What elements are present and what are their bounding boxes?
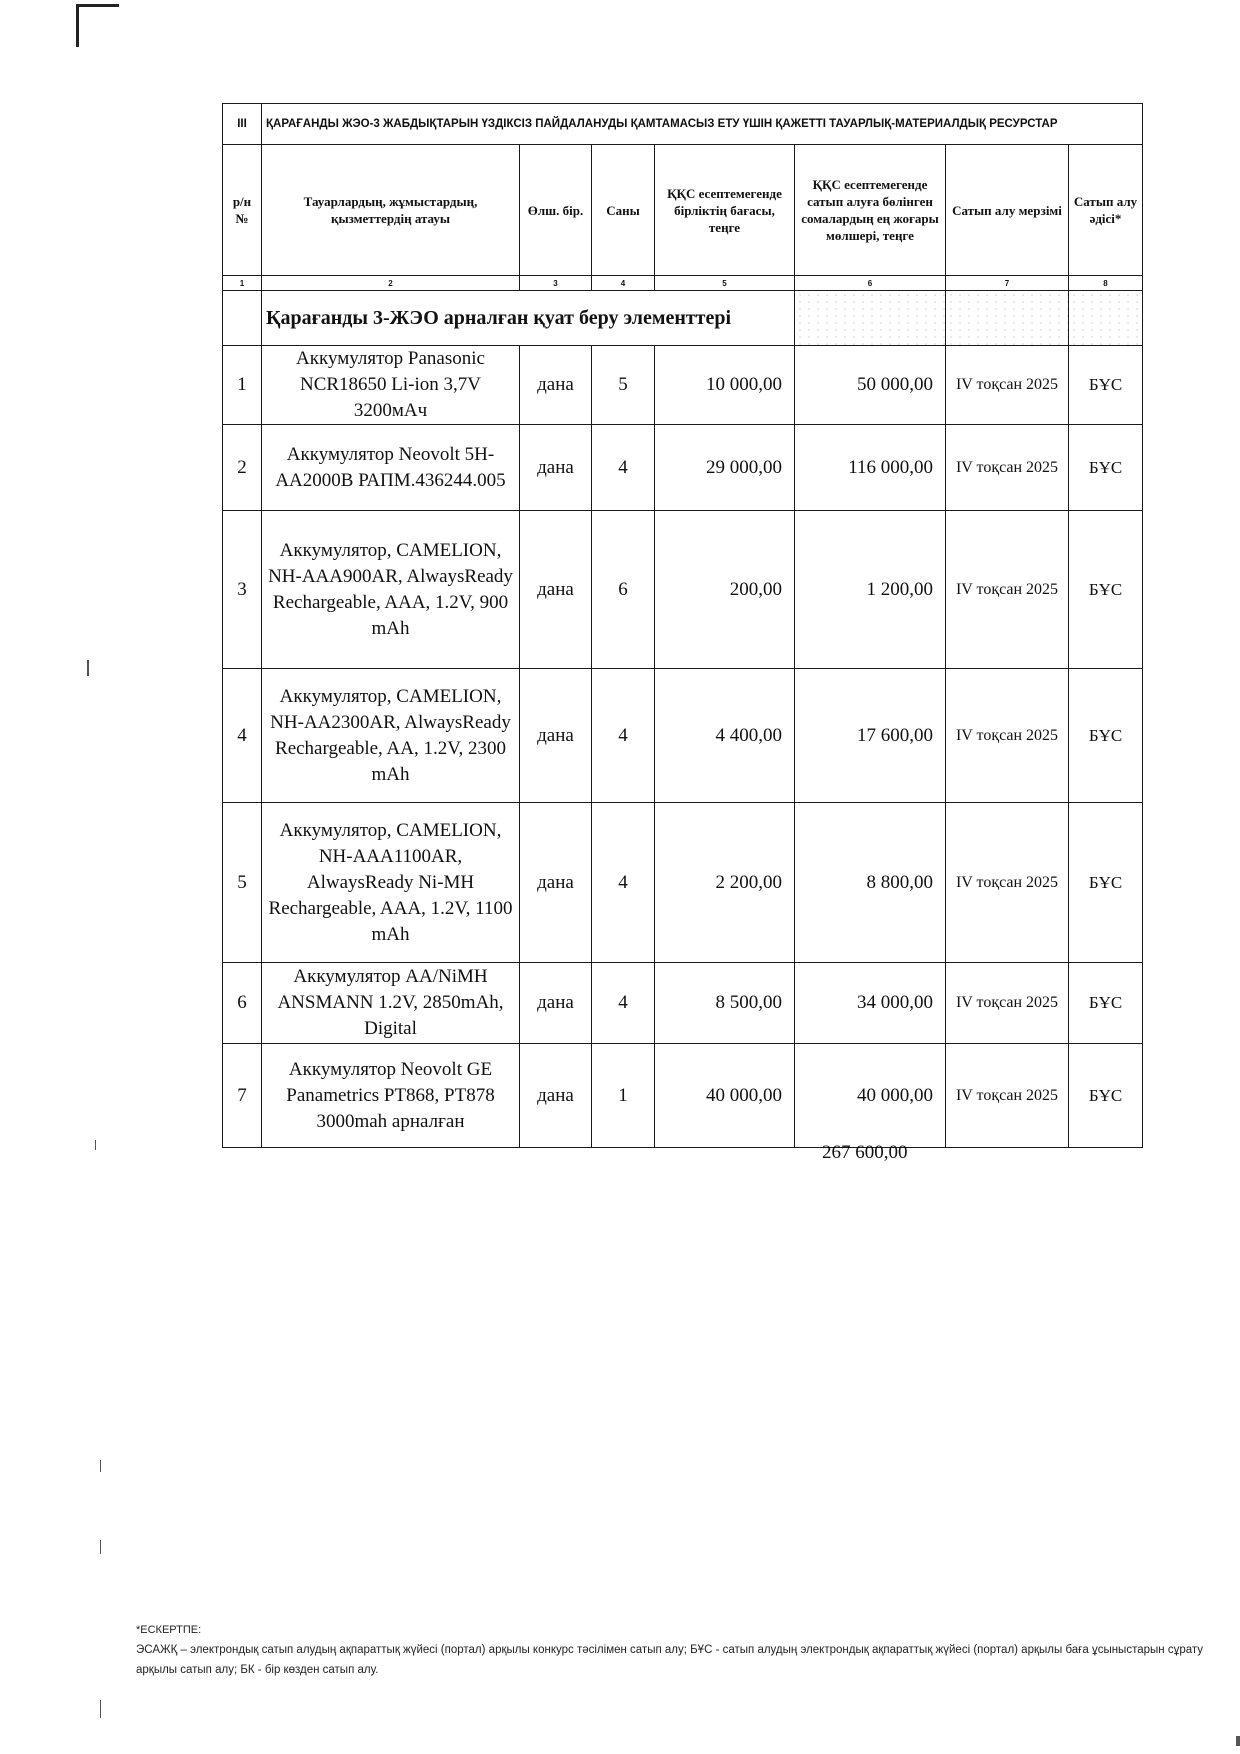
item-term: IV тоқсан 2025 — [946, 803, 1069, 963]
item-method: БҰС — [1069, 425, 1143, 511]
item-name: Аккумулятор Panasonic NCR18650 Li-ion 3,7V 3200мАч — [262, 346, 520, 425]
item-price: 10 000,00 — [655, 346, 795, 425]
col-index: 5 — [655, 276, 795, 291]
item-name: Аккумулятор, CAMELION, NH-AAA900AR, AlwaysReady Rechargeable, AAA, 1.2V, 900 mAh — [262, 511, 520, 669]
section-title: ҚАРАҒАНДЫ ЖЭО-3 ЖАБДЫҚТАРЫН ҮЗДІКСІЗ ПАЙДАЛАНУДЫ ҚАМТАМАСЫЗ ЕТУ ҮШІН ҚАЖЕТТІ ТАУАРЛЫҚ-МАТЕРИАЛДЫҚ РЕСУРСТАР — [262, 104, 1143, 145]
item-price: 29 000,00 — [655, 425, 795, 511]
col-index: 3 — [520, 276, 592, 291]
scan-corner-mark — [76, 4, 119, 47]
resources-table — [222, 103, 1143, 1148]
group-empty-cell — [1069, 291, 1143, 346]
item-sum: 40 000,00 — [795, 1044, 946, 1148]
table-row — [223, 669, 1143, 803]
scan-speck — [87, 660, 89, 676]
column-header-row — [223, 145, 1143, 276]
item-qty: 6 — [592, 511, 655, 669]
row-number: 4 — [223, 669, 262, 803]
table-row — [223, 346, 1143, 425]
item-sum: 34 000,00 — [795, 963, 946, 1044]
item-unit: дана — [520, 1044, 592, 1148]
item-sum: 1 200,00 — [795, 511, 946, 669]
row-number: 6 — [223, 963, 262, 1044]
scan-speck — [1236, 1736, 1240, 1746]
row-number: 5 — [223, 803, 262, 963]
scan-speck — [100, 1700, 101, 1718]
item-price: 40 000,00 — [655, 1044, 795, 1148]
item-method: БҰС — [1069, 803, 1143, 963]
col-header-term: Сатып алу мерзімі — [946, 145, 1069, 276]
item-name: Аккумулятор, CAMELION, NH-AAA1100AR, AlwaysReady Ni-MH Rechargeable, AAA, 1.2V, 1100 mAh — [262, 803, 520, 963]
col-header-number: р/н № — [223, 145, 262, 276]
item-method: БҰС — [1069, 346, 1143, 425]
row-number: 2 — [223, 425, 262, 511]
item-price: 2 200,00 — [655, 803, 795, 963]
table-row — [223, 425, 1143, 511]
scan-speck — [95, 1140, 96, 1150]
footnote — [136, 1620, 1206, 1680]
item-method: БҰС — [1069, 669, 1143, 803]
item-qty: 4 — [592, 669, 655, 803]
row-number: 7 — [223, 1044, 262, 1148]
col-index: 7 — [946, 276, 1069, 291]
col-header-sum: ҚҚС есептемегенде сатып алуға бөлінген сомалардың ең жоғары мөлшері, теңге — [795, 145, 946, 276]
item-qty: 4 — [592, 963, 655, 1044]
group-title: Қарағанды 3-ЖЭО арналған қуат беру элементтері — [262, 291, 795, 346]
item-unit: дана — [520, 346, 592, 425]
footnote-text: ЭСАЖҚ – электрондық сатып алудың ақпараттық жүйесі (портал) арқылы конкурс тәсілімен сатып алу; БҰС - сатып алудың электрондық ақпараттық жүйесі (портал) арқылы баға ұсыныстарын сұрату арқылы сатып алу; БК - бір көзден сатып алу. — [136, 1644, 1204, 1676]
item-qty: 1 — [592, 1044, 655, 1148]
col-index: 2 — [262, 276, 520, 291]
total-amount: 267 600,00 — [822, 1142, 908, 1163]
row-number: 3 — [223, 511, 262, 669]
footnote-title: *ЕСКЕРТПЕ: — [136, 1624, 202, 1636]
section-number: III — [223, 104, 262, 145]
col-index: 8 — [1069, 276, 1143, 291]
item-unit: дана — [520, 511, 592, 669]
item-qty: 5 — [592, 346, 655, 425]
col-header-unit: Өлш. бір. — [520, 145, 592, 276]
table-row — [223, 803, 1143, 963]
group-header-row — [223, 291, 1143, 346]
item-sum: 50 000,00 — [795, 346, 946, 425]
item-sum: 17 600,00 — [795, 669, 946, 803]
item-sum: 116 000,00 — [795, 425, 946, 511]
group-empty-cell — [223, 291, 262, 346]
item-unit: дана — [520, 963, 592, 1044]
item-name: Аккумулятор, CAMELION, NH-AA2300AR, AlwaysReady Rechargeable, AA, 1.2V, 2300 mAh — [262, 669, 520, 803]
item-term: IV тоқсан 2025 — [946, 425, 1069, 511]
item-unit: дана — [520, 425, 592, 511]
item-method: БҰС — [1069, 511, 1143, 669]
item-method: БҰС — [1069, 963, 1143, 1044]
item-term: IV тоқсан 2025 — [946, 963, 1069, 1044]
item-price: 200,00 — [655, 511, 795, 669]
group-empty-cell — [795, 291, 946, 346]
item-price: 8 500,00 — [655, 963, 795, 1044]
scan-speck — [100, 1460, 101, 1472]
item-unit: дана — [520, 669, 592, 803]
col-index: 6 — [795, 276, 946, 291]
column-number-row — [223, 276, 1143, 291]
item-term: IV тоқсан 2025 — [946, 669, 1069, 803]
col-header-qty: Саны — [592, 145, 655, 276]
item-unit: дана — [520, 803, 592, 963]
item-price: 4 400,00 — [655, 669, 795, 803]
item-qty: 4 — [592, 425, 655, 511]
item-sum: 8 800,00 — [795, 803, 946, 963]
item-name: Аккумулятор AA/NiMH ANSMANN 1.2V, 2850mAh, Digital — [262, 963, 520, 1044]
item-name: Аккумулятор Neovolt 5H-AA2000B РАПМ.436244.005 — [262, 425, 520, 511]
item-term: IV тоқсан 2025 — [946, 511, 1069, 669]
row-number: 1 — [223, 346, 262, 425]
group-empty-cell — [946, 291, 1069, 346]
item-name: Аккумулятор Neovolt GE Panametrics PT868, PT878 3000mah арналған — [262, 1044, 520, 1148]
section-header-row — [223, 104, 1143, 145]
col-index: 1 — [223, 276, 262, 291]
item-method: БҰС — [1069, 1044, 1143, 1148]
col-header-method: Сатып алу әдісі* — [1069, 145, 1143, 276]
item-term: IV тоқсан 2025 — [946, 1044, 1069, 1148]
table-row — [223, 511, 1143, 669]
table-row — [223, 1044, 1143, 1148]
item-term: IV тоқсан 2025 — [946, 346, 1069, 425]
col-header-price: ҚҚС есептемегенде бірліктің бағасы, теңге — [655, 145, 795, 276]
scan-speck — [100, 1540, 101, 1554]
col-header-name: Тауарлардың, жұмыстардың, қызметтердің атауы — [262, 145, 520, 276]
col-index: 4 — [592, 276, 655, 291]
table-row — [223, 963, 1143, 1044]
item-qty: 4 — [592, 803, 655, 963]
